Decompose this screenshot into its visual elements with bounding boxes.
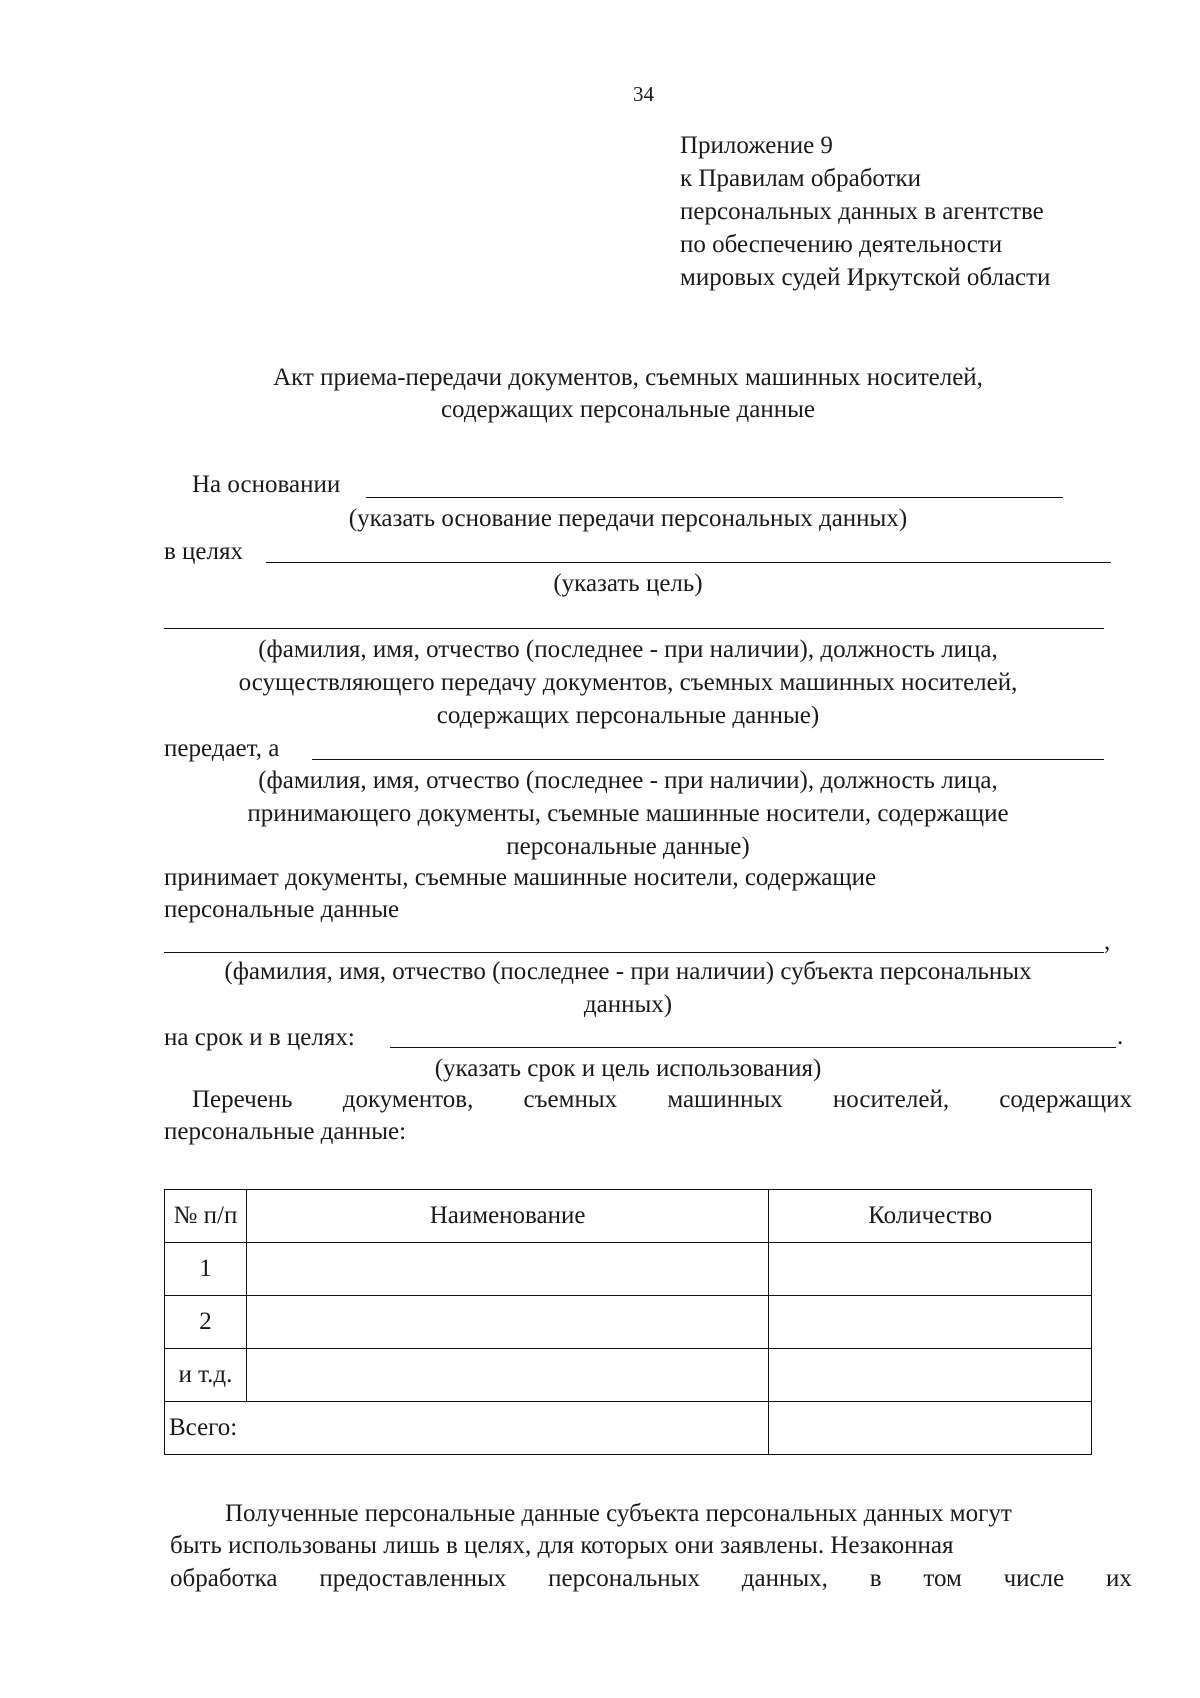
table-row — [165, 1296, 1092, 1349]
accepts-text-line1: принимает документы, съемные машинные носители, содержащие — [164, 864, 877, 891]
total-quantity-cell[interactable] — [769, 1402, 1092, 1455]
term-hint: (указать срок и цель использования) — [434, 1055, 822, 1082]
term-field-line[interactable] — [390, 1047, 1116, 1048]
sender-hint-line2: осуществляющего передачу документов, съемных машинных носителей, — [238, 669, 1018, 696]
table-header-row — [165, 1190, 1092, 1243]
closing-word: персональных — [548, 1565, 700, 1592]
list-intro-line1 — [192, 1084, 1132, 1116]
row-number: и т.д. — [165, 1349, 247, 1402]
subject-hint-line2: данных) — [583, 991, 673, 1018]
transfers-label: передает, а — [164, 735, 280, 762]
appendix-line: мировых судей Иркутской области — [680, 264, 1051, 291]
intro-word: содержащих — [999, 1086, 1132, 1113]
term-period: . — [1117, 1023, 1124, 1050]
closing-word: предоставленных — [319, 1565, 507, 1592]
intro-word: носителей, — [832, 1086, 950, 1113]
appendix-line: Приложение 9 — [680, 132, 833, 159]
table-row — [165, 1349, 1092, 1402]
row-quantity-cell[interactable] — [769, 1296, 1092, 1349]
closing-word: том — [923, 1565, 962, 1592]
appendix-line: персональных данных в агентстве — [680, 198, 1044, 225]
accepts-text-line2: персональные данные — [164, 896, 400, 923]
purpose-field-line[interactable] — [266, 562, 1111, 563]
row-number: 1 — [165, 1243, 247, 1296]
row-name-cell[interactable] — [246, 1243, 768, 1296]
receiver-field-line[interactable] — [312, 759, 1104, 760]
closing-word: обработка — [170, 1565, 278, 1592]
receiver-hint-line1: (фамилия, имя, отчество (последнее - при наличии), должность лица, — [258, 767, 998, 794]
appendix-line: к Правилам обработки — [680, 165, 922, 192]
intro-word: машинных — [667, 1086, 783, 1113]
intro-word: съемных — [523, 1086, 618, 1113]
document-title-line2: содержащих персональные данные — [440, 396, 816, 423]
closing-word: числе — [1003, 1565, 1065, 1592]
list-intro-line2: персональные данные: — [164, 1118, 407, 1145]
row-name-cell[interactable] — [246, 1296, 768, 1349]
total-label: Всего: — [165, 1402, 769, 1455]
documents-table — [164, 1189, 1092, 1455]
row-name-cell[interactable] — [246, 1349, 768, 1402]
subject-comma: , — [1104, 928, 1111, 955]
closing-line1: Полученные персональные данные субъекта персональных данных могут — [225, 1500, 1012, 1527]
closing-word: в — [869, 1565, 882, 1592]
term-label: на срок и в целях: — [164, 1024, 355, 1051]
page-number: 34 — [633, 82, 654, 106]
table-row — [165, 1243, 1092, 1296]
subject-field-line[interactable] — [164, 952, 1104, 953]
appendix-line: по обеспечению деятельности — [680, 231, 1003, 258]
row-quantity-cell[interactable] — [769, 1243, 1092, 1296]
subject-hint-line1: (фамилия, имя, отчество (последнее - при наличии) субъекта персональных — [224, 958, 1032, 985]
sender-field-line[interactable] — [164, 628, 1104, 629]
closing-word: их — [1106, 1565, 1132, 1592]
basis-label: На основании — [192, 471, 341, 498]
receiver-hint-line2: принимающего документы, съемные машинные носители, содержащие — [247, 800, 1009, 827]
sender-hint-line3: содержащих персональные данные) — [436, 702, 820, 729]
row-number: 2 — [165, 1296, 247, 1349]
basis-field-line[interactable] — [366, 497, 1063, 498]
table-total-row — [165, 1402, 1092, 1455]
closing-line2: быть использованы лишь в целях, для которых они заявлены. Незаконная — [170, 1532, 954, 1559]
basis-hint: (указать основание передачи персональных данных) — [348, 505, 908, 532]
document-title-line1: Акт приема-передачи документов, съемных машинных носителей, — [273, 364, 983, 391]
sender-hint-line1: (фамилия, имя, отчество (последнее - при наличии), должность лица, — [258, 636, 998, 663]
intro-word: документов, — [342, 1086, 474, 1113]
header-quantity: Количество — [769, 1190, 1092, 1243]
receiver-hint-line3: персональные данные) — [506, 833, 750, 860]
purpose-label: в целях — [164, 538, 244, 565]
closing-word: данных, — [741, 1565, 828, 1592]
purpose-hint: (указать цель) — [553, 570, 703, 597]
intro-word: Перечень — [192, 1086, 293, 1113]
row-quantity-cell[interactable] — [769, 1349, 1092, 1402]
closing-line3 — [170, 1563, 1132, 1595]
header-number: № п/п — [165, 1190, 247, 1243]
header-name: Наименование — [246, 1190, 768, 1243]
